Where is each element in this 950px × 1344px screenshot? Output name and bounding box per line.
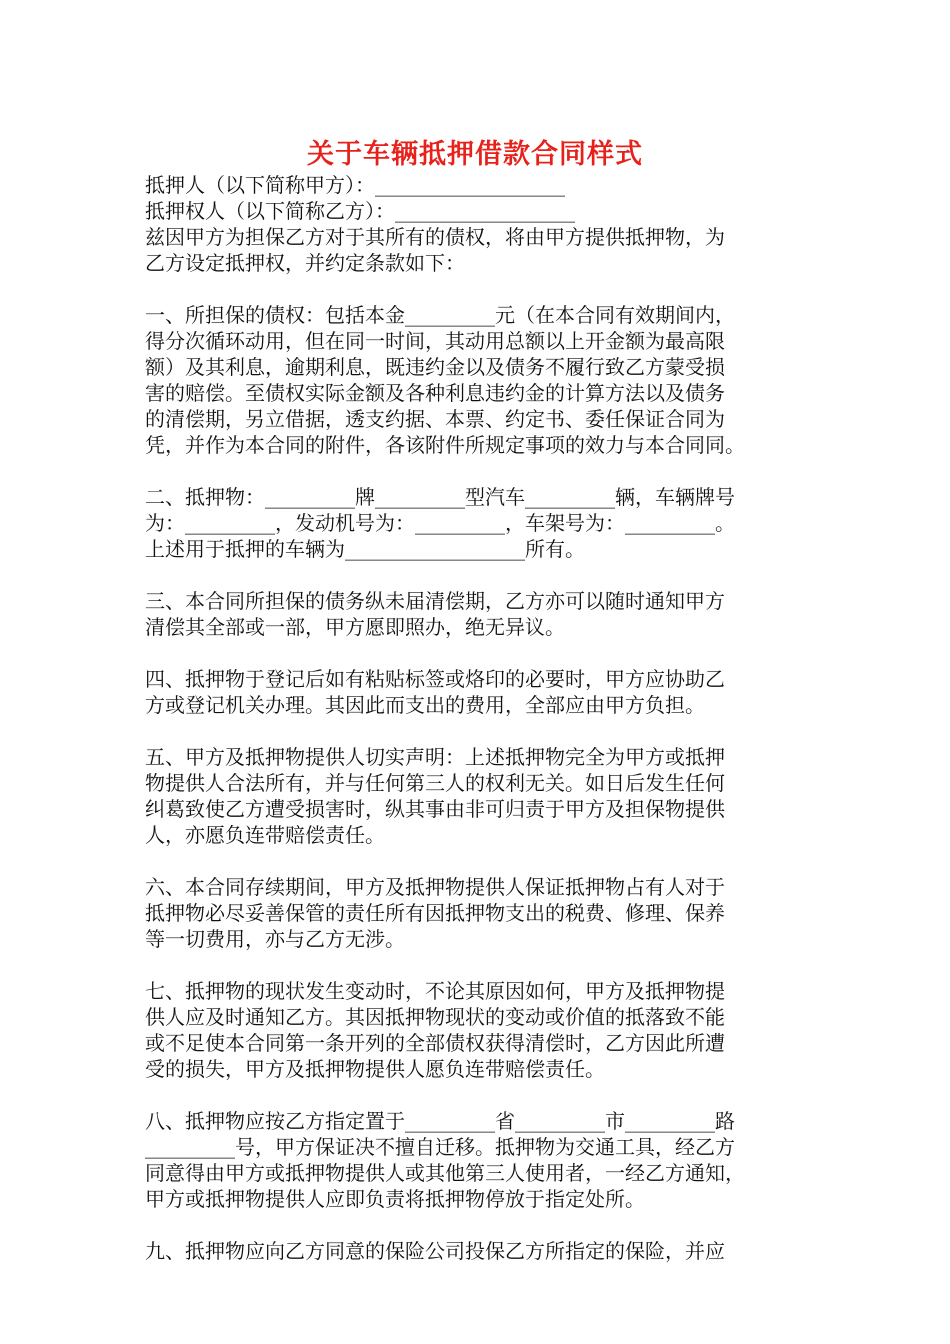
clause-line: 为：_________，发动机号为：_________，车架号为：_________。 (145, 511, 735, 535)
document-body (145, 172, 825, 1264)
clause-line: 或不足使本合同第一条开列的全部债权获得清偿时，乙方因此所遭 (145, 1031, 725, 1055)
paragraph-gap (145, 1082, 825, 1108)
clause-line: 纠葛致使乙方遭受损害时，纵其事由非可归责于甲方及担保物提供 (145, 797, 725, 821)
clause-line: 同意得由甲方或抵押物提供人或其他第三人使用者，一经乙方通知， (145, 1161, 745, 1185)
clause-line: 二、抵押物：_________牌_________型汽车_________辆，车辆牌号 (145, 485, 735, 509)
clause-line: 三、本合同所担保的债务纵未届清偿期，乙方亦可以随时通知甲方 (145, 589, 725, 613)
clause-line: 八、抵押物应按乙方指定置于_________省_________市_________路 (145, 1109, 735, 1133)
clause-line: 害的赔偿。至债权实际金额及各种利息违约金的计算方法以及债务 (145, 381, 725, 405)
paragraph-gap (145, 562, 825, 588)
clause-6 (145, 874, 825, 952)
paragraph-gap (145, 276, 825, 302)
clause-1 (145, 302, 825, 458)
preamble-line: 兹因甲方为担保乙方对于其所有的债权，将由甲方提供抵押物，为 (145, 225, 725, 249)
clause-line: 五、甲方及抵押物提供人切实声明：上述抵押物完全为甲方或抵押 (145, 745, 725, 769)
clause-line: 凭，并作为本合同的附件，各该附件所规定事项的效力与本合同同。 (145, 433, 745, 457)
party-a-line: 抵押人（以下简称甲方）：___________________ (145, 173, 565, 197)
clause-line: _________号，甲方保证决不擅自迁移。抵押物为交通工具，经乙方 (145, 1135, 735, 1159)
clause-line: 受的损失，甲方及抵押物提供人愿负连带赔偿责任。 (145, 1057, 605, 1081)
clause-line: 上述用于抵押的车辆为__________________所有。 (145, 537, 585, 561)
document-title: 关于车辆抵押借款合同样式 (307, 139, 643, 170)
paragraph-gap (145, 848, 825, 874)
clause-line: 方或登记机关办理。其因此而支出的费用，全部应由甲方负担。 (145, 693, 705, 717)
clause-line: 额）及其利息，逾期利息，既违约金以及债务不履行致乙方蒙受损 (145, 355, 725, 379)
clause-line: 的清偿期，另立借据，透支约据、本票、约定书、委任保证合同为 (145, 407, 725, 431)
clause-4 (145, 666, 825, 718)
clause-5 (145, 744, 825, 848)
clause-line: 甲方或抵押物提供人应即负责将抵押物停放于指定处所。 (145, 1187, 645, 1211)
clause-3 (145, 588, 825, 640)
preamble-line: 乙方设定抵押权，并约定条款如下： (145, 251, 465, 275)
paragraph-gap (145, 640, 825, 666)
clause-line: 抵押物必尽妥善保管的责任所有因抵押物支出的税费、修理、保养 (145, 901, 725, 925)
clause-line: 等一切费用，亦与乙方无涉。 (145, 927, 405, 951)
clause-line: 四、抵押物于登记后如有粘贴标签或烙印的必要时，甲方应协助乙 (145, 667, 725, 691)
clause-9 (145, 1238, 825, 1264)
clause-7 (145, 978, 825, 1082)
clause-line: 人，亦愿负连带赔偿责任。 (145, 823, 385, 847)
clause-8 (145, 1108, 825, 1212)
clause-line: 七、抵押物的现状发生变动时，不论其原因如何，甲方及抵押物提 (145, 979, 725, 1003)
clause-line: 六、本合同存续期间，甲方及抵押物提供人保证抵押物占有人对于 (145, 875, 725, 899)
clause-line: 清偿其全部或一部，甲方愿即照办，绝无异议。 (145, 615, 565, 639)
paragraph-gap (145, 458, 825, 484)
paragraph-gap (145, 952, 825, 978)
clause-line: 供人应及时通知乙方。其因抵押物现状的变动或价值的抵落致不能 (145, 1005, 725, 1029)
party-b-line: 抵押权人（以下简称乙方）：__________________ (145, 199, 575, 223)
clause-line: 一、所担保的债权：包括本金_________元（在本合同有效期间内， (145, 303, 735, 327)
paragraph-gap (145, 718, 825, 744)
clause-line: 得分次循环动用，但在同一时间，其动用总额以上开金额为最高限 (145, 329, 725, 353)
clause-2 (145, 484, 825, 562)
clause-line: 九、抵押物应向乙方同意的保险公司投保乙方所指定的保险，并应 (145, 1239, 725, 1263)
clause-line: 物提供人合法所有，并与任何第三人的权利无关。如日后发生任何 (145, 771, 725, 795)
paragraph-gap (145, 1212, 825, 1238)
